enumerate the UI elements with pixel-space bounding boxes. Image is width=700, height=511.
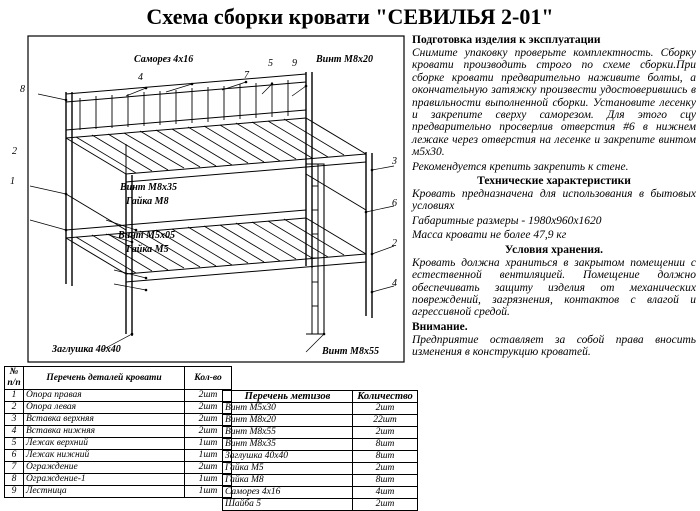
table-row bbox=[5, 402, 232, 414]
hardware-qty: 8шт bbox=[353, 451, 418, 463]
table-row bbox=[223, 403, 418, 415]
spec-line-1: Кровать предназначена для использования в бытовых условиях bbox=[412, 188, 696, 213]
hardware-table-header-row bbox=[223, 391, 418, 403]
callout-number-2: 2 bbox=[12, 146, 17, 157]
part-index: 5 bbox=[5, 438, 24, 450]
table-row bbox=[223, 475, 418, 487]
table-row bbox=[5, 474, 232, 486]
table-row bbox=[5, 450, 232, 462]
part-index: 1 bbox=[5, 390, 24, 402]
part-qty: 2шт bbox=[185, 402, 232, 414]
callout-number-3: 3 bbox=[392, 156, 397, 167]
hardware-qty: 2шт bbox=[353, 427, 418, 439]
assembly-drawing bbox=[6, 34, 406, 364]
table-row bbox=[5, 426, 232, 438]
table-row bbox=[223, 451, 418, 463]
table-row bbox=[223, 499, 418, 511]
section-attention-text: Предприятие оставляет за собой права вносить изменения в конструкцию кроватей. bbox=[412, 333, 696, 359]
callout-number-1: 1 bbox=[10, 176, 15, 187]
parts-table-header-row bbox=[5, 367, 232, 390]
part-qty: 2шт bbox=[185, 426, 232, 438]
hardware-name: Шайба 5 bbox=[223, 499, 353, 511]
hardware-qty: 22шт bbox=[353, 415, 418, 427]
callout-zaglushka: Заглушка 40х40 bbox=[52, 344, 121, 355]
table-row bbox=[5, 438, 232, 450]
table-row bbox=[5, 414, 232, 426]
hardware-name: Заглушка 40х40 bbox=[223, 451, 353, 463]
part-qty: 1шт bbox=[185, 486, 232, 498]
hardware-qty: 2шт bbox=[353, 403, 418, 415]
hardware-name: Гайка М5 bbox=[223, 463, 353, 475]
part-index: 9 bbox=[5, 486, 24, 498]
table-row bbox=[5, 486, 232, 498]
table-row bbox=[5, 390, 232, 402]
hardware-qty: 8шт bbox=[353, 439, 418, 451]
callout-vint-m5x05: Винт М5х05 bbox=[118, 230, 175, 241]
part-qty: 1шт bbox=[185, 474, 232, 486]
section-preparation-title: Подготовка изделия к эксплуатации bbox=[412, 34, 601, 46]
hardware-qty: 4шт bbox=[353, 487, 418, 499]
callout-number-8: 8 bbox=[20, 84, 25, 95]
page-title: Схема сборки кровати "СЕВИЛЬЯ 2-01" bbox=[146, 4, 554, 29]
table-row bbox=[5, 462, 232, 474]
section-preparation-text: Снимите упаковку проверьте комплектность. Сборку кровати производить строго по схеме сборки.При сборке кровати предварительно наживите болты, а окончательную затяжку произвести удостоверившись в правильности выполненной сборки. Установите лесенку и закрепите сверху саморезом. Для этого сцу предварительно просверлив отверстия #6 в нижнем лежаке через отверстия на лесенке и закрепите винтом м5х30. bbox=[412, 47, 696, 159]
section-preparation-note: Рекомендуется крепить закрепить к стене. bbox=[412, 160, 629, 173]
section-attention-title: Внимание. bbox=[412, 320, 468, 333]
spec-line-2: Габаритные размеры - 1980х960х1620 bbox=[412, 214, 602, 227]
part-name: Лежак нижний bbox=[24, 450, 185, 462]
part-index: 8 bbox=[5, 474, 24, 486]
part-name: Лежак верхний bbox=[24, 438, 185, 450]
callout-number-6: 6 bbox=[392, 198, 397, 209]
part-index: 2 bbox=[5, 402, 24, 414]
parts-header-qty: Кол-во bbox=[185, 367, 232, 390]
callout-number-4b: 4 bbox=[392, 278, 397, 289]
callout-vint-m8x35: Винт М8х35 bbox=[120, 182, 177, 193]
callout-gayka-m5: Гайка М5 bbox=[126, 244, 169, 255]
part-name: Ограждение-1 bbox=[24, 474, 185, 486]
part-qty: 2шт bbox=[185, 414, 232, 426]
section-specs-title: Технические характеристики bbox=[477, 175, 631, 188]
table-row bbox=[223, 487, 418, 499]
part-qty: 2шт bbox=[185, 462, 232, 474]
part-index: 3 bbox=[5, 414, 24, 426]
table-row bbox=[223, 439, 418, 451]
hardware-qty: 2шт bbox=[353, 463, 418, 475]
part-index: 7 bbox=[5, 462, 24, 474]
part-name: Лестница bbox=[24, 486, 185, 498]
part-name: Вставка верхняя bbox=[24, 414, 185, 426]
callout-number-2b: 2 bbox=[392, 238, 397, 249]
callout-vint-m8x55: Винт М8х55 bbox=[322, 346, 379, 357]
part-qty: 1шт bbox=[185, 438, 232, 450]
table-row bbox=[223, 427, 418, 439]
bed-schematic-svg bbox=[6, 34, 406, 364]
parts-table bbox=[4, 366, 232, 498]
hardware-header-qty: Количество bbox=[353, 391, 418, 403]
hardware-name: Винт М5х30 bbox=[223, 403, 353, 415]
callout-number-4: 4 bbox=[138, 72, 143, 83]
instructions-column bbox=[412, 34, 696, 361]
hardware-name: Саморез 4х16 bbox=[223, 487, 353, 499]
spec-line-3: Масса кровати не более 47,9 кг bbox=[412, 229, 567, 242]
part-name: Ограждение bbox=[24, 462, 185, 474]
parts-header-index: № п/п bbox=[5, 367, 24, 390]
callout-gayka-m8: Гайка М8 bbox=[126, 196, 169, 207]
part-name: Опора левая bbox=[24, 402, 185, 414]
hardware-header-name: Перечень метизов bbox=[223, 391, 353, 403]
hardware-name: Гайка М8 bbox=[223, 475, 353, 487]
hardware-qty: 2шт bbox=[353, 499, 418, 511]
callout-vint-m8x20: Винт М8х20 bbox=[316, 54, 373, 65]
part-qty: 2шт bbox=[185, 390, 232, 402]
parts-header-name: Перечень деталей кровати bbox=[24, 367, 185, 390]
hardware-qty: 8шт bbox=[353, 475, 418, 487]
hardware-table-wrapper bbox=[222, 390, 418, 511]
callout-number-5: 5 bbox=[268, 58, 273, 69]
hardware-name: Винт М8х55 bbox=[223, 427, 353, 439]
part-name: Вставка нижняя bbox=[24, 426, 185, 438]
part-qty: 1шт bbox=[185, 450, 232, 462]
table-row bbox=[223, 415, 418, 427]
hardware-name: Винт М8х35 bbox=[223, 439, 353, 451]
part-index: 6 bbox=[5, 450, 24, 462]
section-storage-title: Условия хранения. bbox=[504, 243, 604, 256]
parts-table-wrapper bbox=[4, 366, 232, 498]
table-row bbox=[223, 463, 418, 475]
callout-number-7: 7 bbox=[244, 70, 249, 81]
callout-samorez-4x16: Саморез 4х16 bbox=[134, 54, 194, 65]
hardware-name: Винт М8х20 bbox=[223, 415, 353, 427]
callout-number-9: 9 bbox=[292, 58, 297, 69]
part-name: Опора правая bbox=[24, 390, 185, 402]
hardware-table bbox=[222, 390, 418, 511]
part-index: 4 bbox=[5, 426, 24, 438]
section-storage-text: Кровать должна храниться в закрытом помещении с естественной вентиляцией. Помещение должно обеспечивать защиту изделия от механических повреждений, загрязнения, контактов с влагой и агрессивной средой. bbox=[412, 256, 696, 319]
